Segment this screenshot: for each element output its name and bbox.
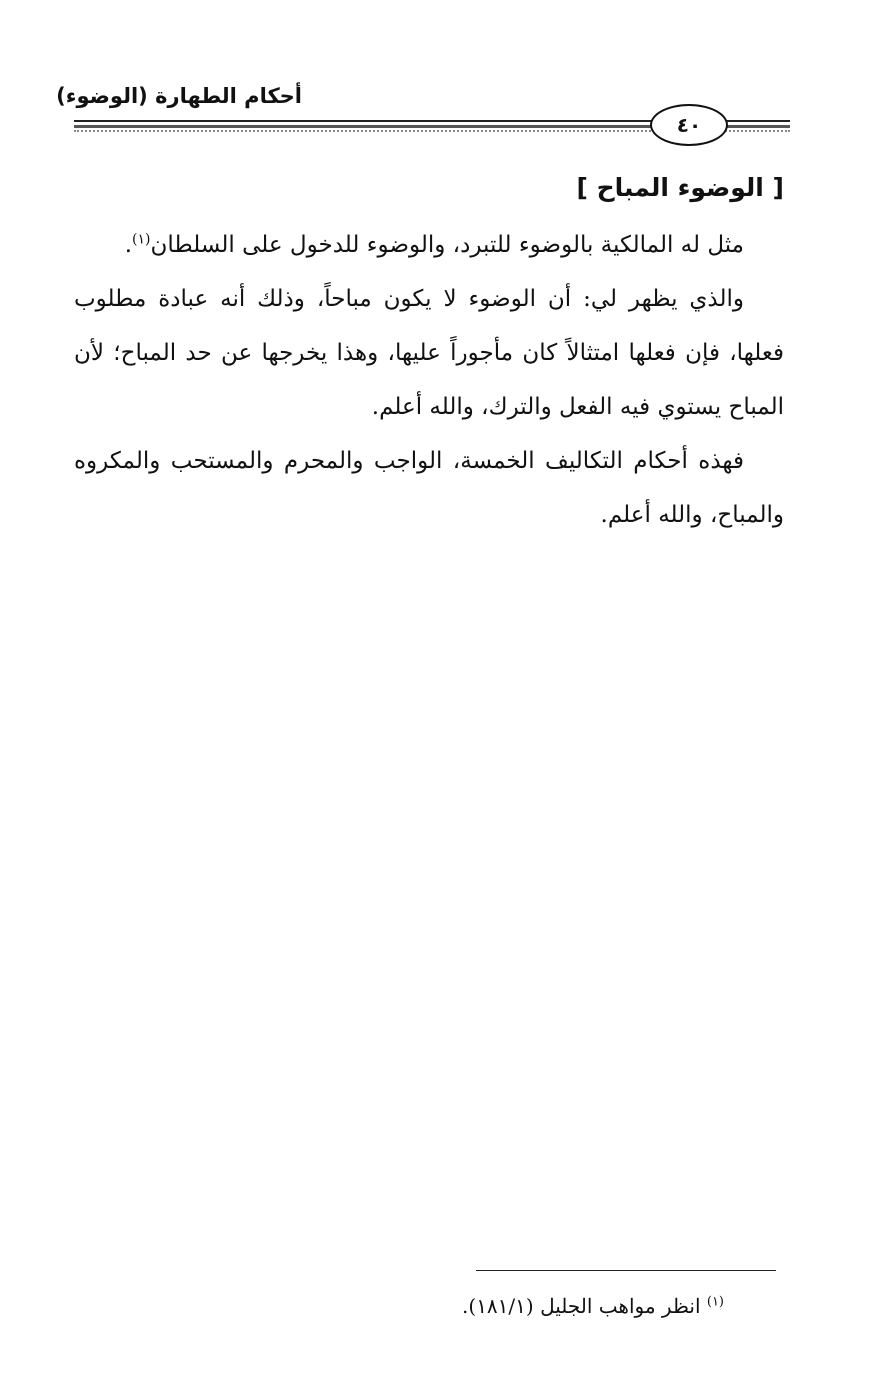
paragraph-1 [74, 218, 784, 272]
paragraph-2: والذي يظهر لي: أن الوضوء لا يكون مباحاً، وذلك أنه عبادة مطلوب فعلها، فإن فعلها امتثالاً كان مأجوراً عليها، وهذا يخرجها عن حد المباح؛ لأن المباح يستوي فيه الفعل والترك، والله أعلم. [74, 286, 784, 420]
section-heading: [ الوضوء المباح ] [576, 173, 784, 202]
footnote-reference: (١) [132, 231, 151, 248]
page-number: ٤٠ [650, 104, 728, 146]
running-header-title: أحكام الطهارة (الوضوء) [56, 84, 302, 108]
paragraph-3: فهذه أحكام التكاليف الخمسة، الواجب والمحرم والمستحب والمكروه والمباح، والله أعلم. [74, 448, 784, 528]
body-text [74, 218, 784, 542]
paragraph-1-end: . [124, 232, 133, 258]
footnote-text: انظر مواهب الجليل (١٨١/١). [462, 1294, 701, 1318]
paragraph-1-text: مثل له المالكية بالوضوء للتبرد، والوضوء للدخول على السلطان [150, 232, 744, 258]
footnote-marker: (١) [706, 1294, 724, 1310]
footnote-separator [476, 1270, 776, 1271]
footnote [124, 1290, 724, 1322]
